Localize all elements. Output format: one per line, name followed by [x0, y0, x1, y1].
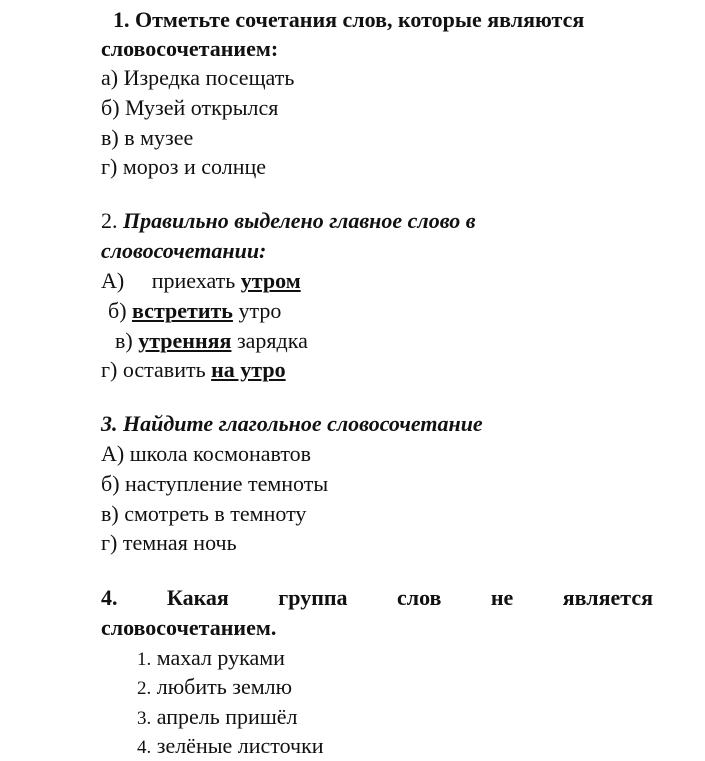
q4-option-1-text: махал руками: [151, 645, 285, 670]
q3-title: 3. Найдите глагольное словосочетание: [101, 411, 483, 436]
q4-option-4-text: зелёные листочки: [151, 733, 324, 758]
q4-title-word: слов: [396, 585, 442, 610]
q4-option-4[interactable]: [137, 733, 324, 761]
q4-title-word: группа: [278, 585, 348, 610]
q4-title-word: 4.: [101, 585, 118, 610]
q4-option-4-number: 4.: [137, 737, 152, 758]
q1-option-d[interactable]: г) мороз и солнце: [101, 154, 266, 179]
q1-option-a[interactable]: а) Изредка посещать: [101, 65, 295, 90]
q3-option-a[interactable]: А) школа космонавтов: [101, 441, 312, 466]
q2-option-b-prefix: б): [108, 298, 133, 323]
q2-option-a[interactable]: [101, 268, 301, 294]
q3-option-b[interactable]: б) наступление темноты: [101, 471, 329, 496]
q2-option-c-main-word: утренняя: [138, 328, 232, 353]
q1-option-b[interactable]: б) Музей открылся: [101, 95, 279, 120]
q2-title-line1: [101, 208, 476, 234]
q2-title-text: Правильно выделено главное слово в: [123, 208, 476, 233]
q1-title-line1: 1. Отметьте сочетания слов, которые являются: [113, 7, 585, 32]
q2-number: 2.: [101, 208, 123, 233]
q2-option-a-main-word: утром: [240, 268, 301, 293]
q4-option-2-number: 2.: [137, 678, 152, 699]
q4-option-3-text: апрель пришёл: [151, 704, 298, 729]
q2-option-d-prefix: г) оставить: [101, 357, 212, 382]
q2-option-d-main-word: на утро: [211, 357, 286, 382]
q1-title-line2: словосочетанием:: [101, 36, 279, 61]
q4-title-line1: [101, 585, 653, 611]
q2-option-d[interactable]: [101, 357, 286, 383]
q4-option-1[interactable]: [137, 645, 285, 673]
q4-option-2-text: любить землю: [151, 674, 293, 699]
q4-option-3-number: 3.: [137, 708, 152, 729]
q3-option-c[interactable]: в) смотреть в темноту: [101, 501, 307, 526]
q4-option-3[interactable]: [137, 704, 298, 732]
q2-title-line2: словосочетании:: [101, 238, 267, 263]
q2-option-c-prefix: в): [115, 328, 139, 353]
q4-title-word: Какая: [166, 585, 229, 610]
q2-option-c[interactable]: [115, 328, 308, 354]
q2-option-a-prefix: А) приехать: [101, 268, 241, 293]
q4-title-word: не: [490, 585, 514, 610]
q4-option-2[interactable]: [137, 674, 292, 702]
q4-title-word: является: [562, 585, 653, 610]
q2-option-b[interactable]: [108, 298, 281, 324]
q2-option-b-suffix: утро: [232, 298, 282, 323]
q3-option-d[interactable]: г) темная ночь: [101, 530, 237, 555]
q2-option-b-main-word: встретить: [132, 298, 233, 323]
q2-option-c-suffix: зарядка: [231, 328, 308, 353]
q4-title-line2: словосочетанием.: [101, 615, 277, 640]
q4-option-1-number: 1.: [137, 649, 152, 670]
q1-option-c[interactable]: в) в музее: [101, 125, 194, 150]
